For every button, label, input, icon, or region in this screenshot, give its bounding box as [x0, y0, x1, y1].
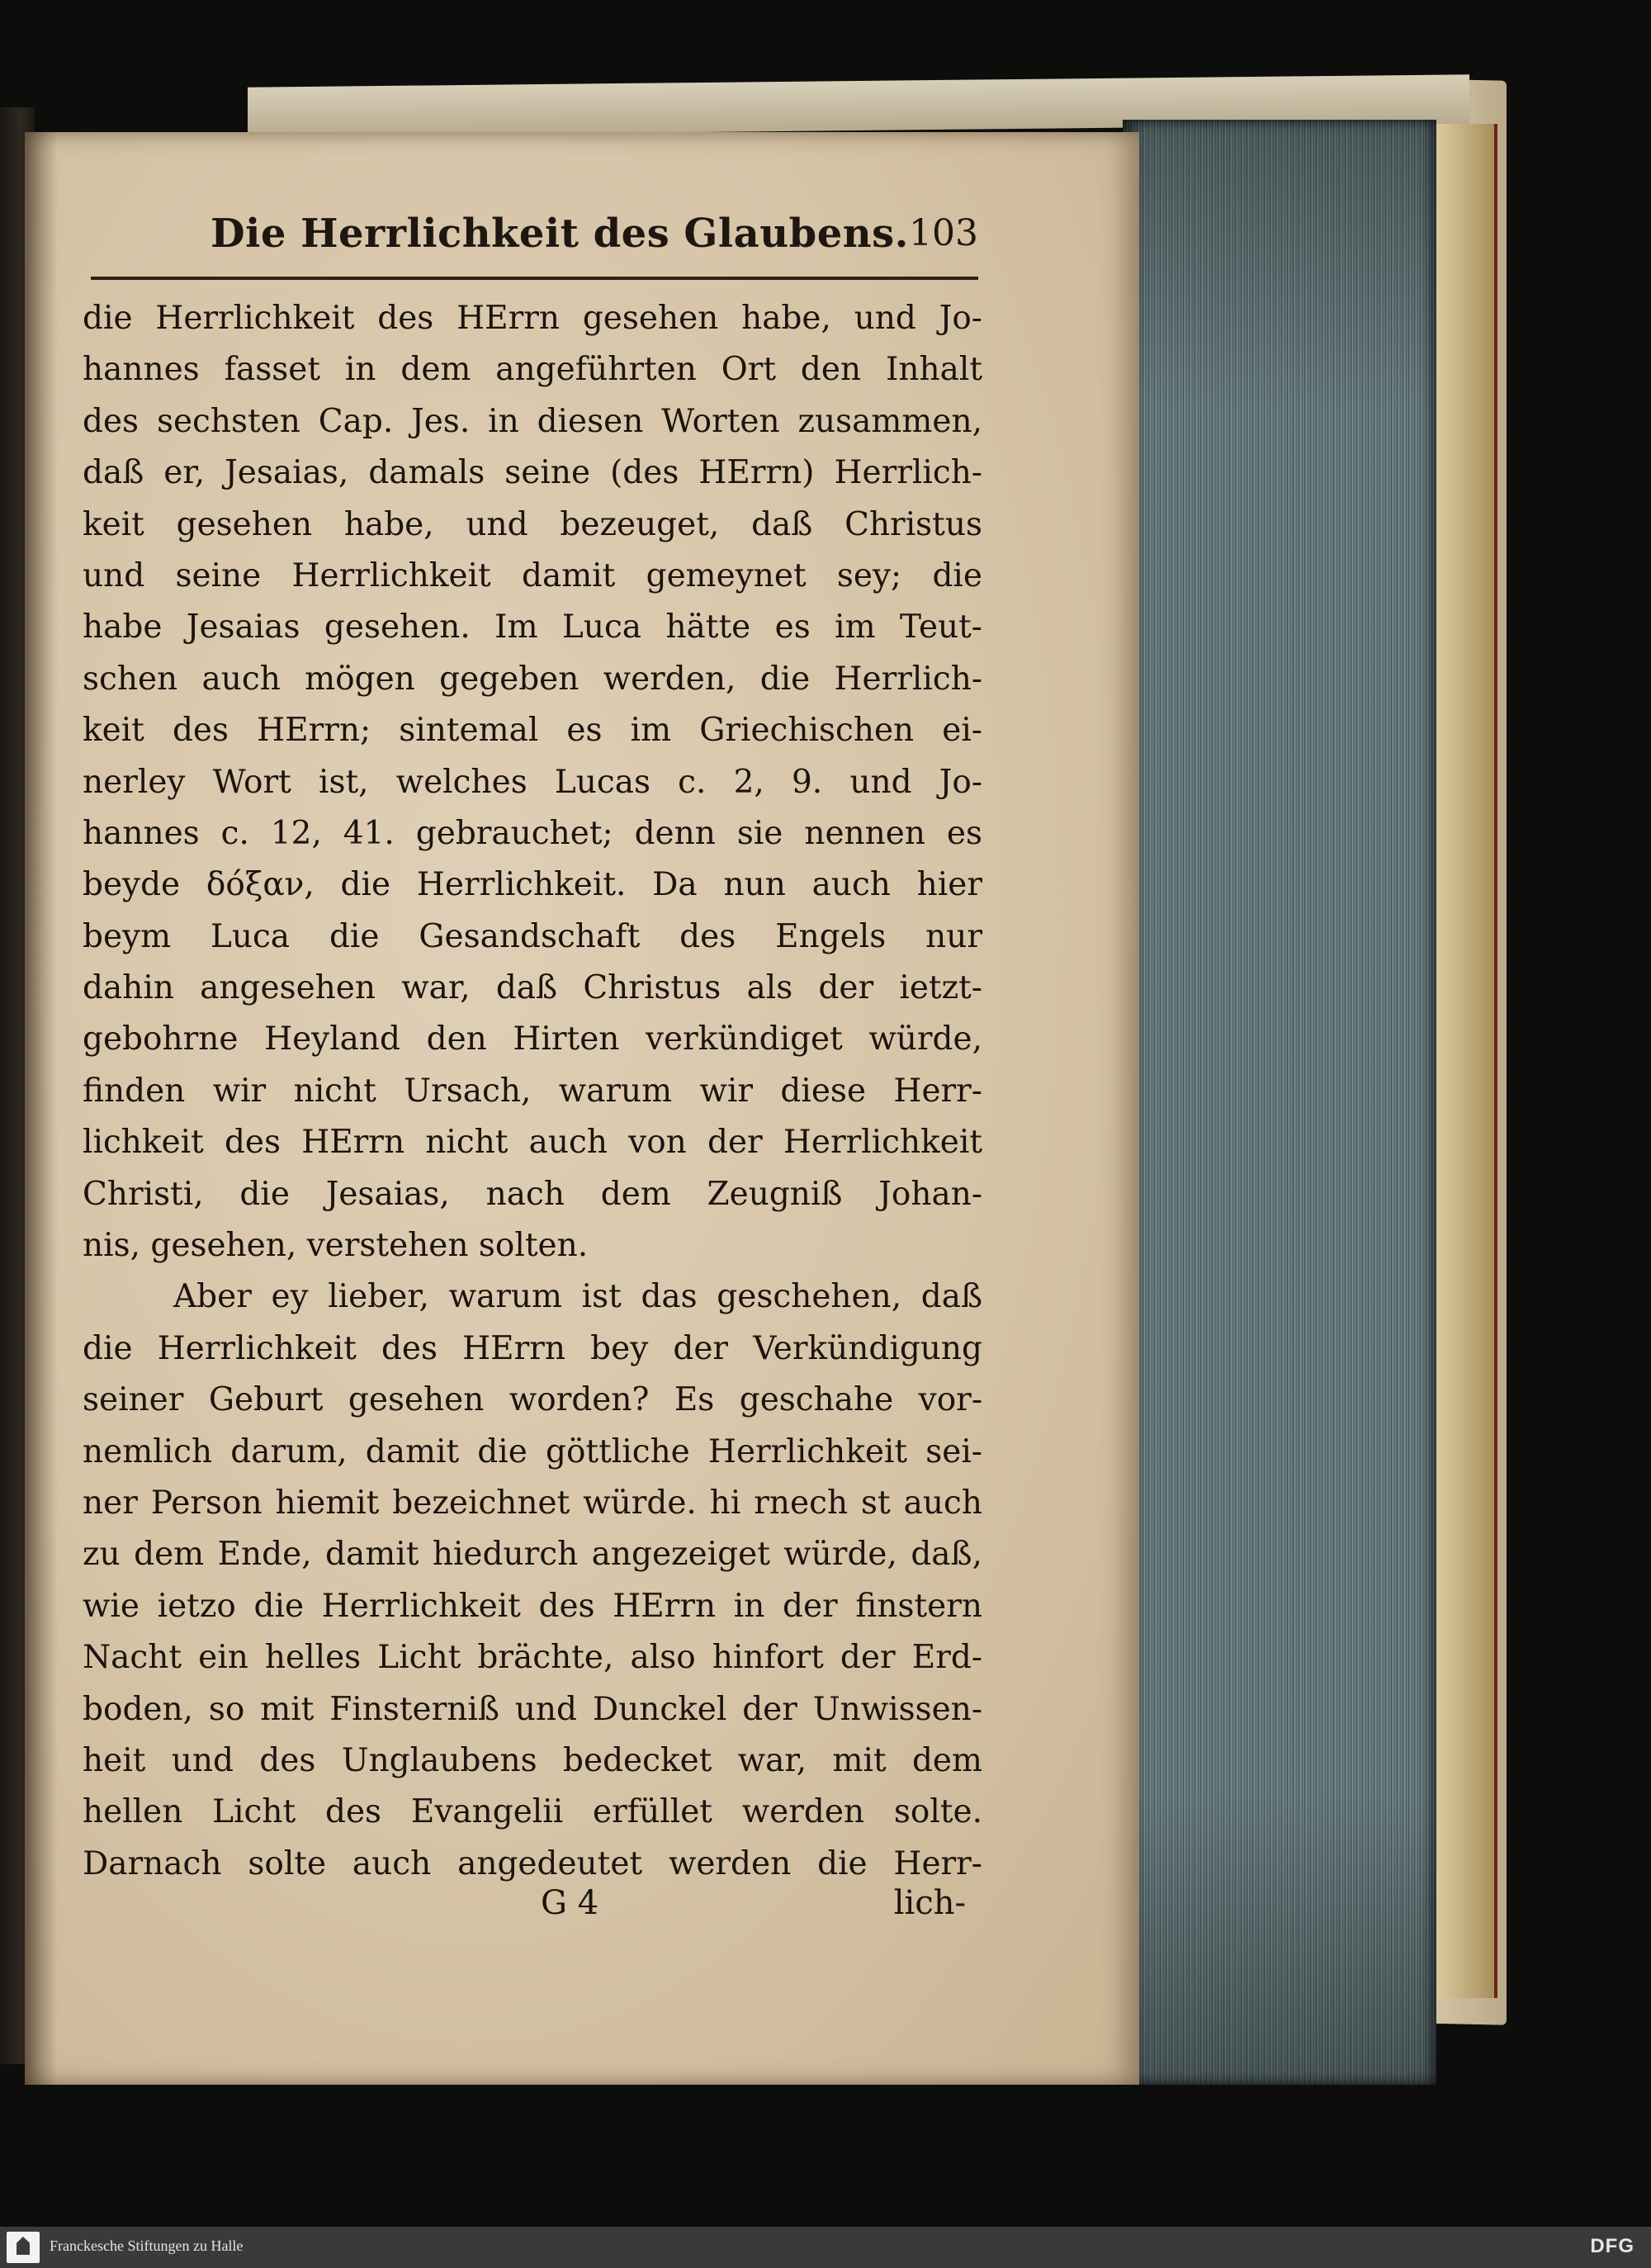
text-line: seiner Geburt gesehen worden? Es geschahe vor- — [83, 1381, 982, 1419]
text-line: des sechsten Cap. Jes. in diesen Worten zusammen, — [83, 402, 982, 440]
text-line: die Herrlichkeit des HErrn gesehen habe, und Jo- — [83, 300, 982, 337]
text-line: Christi, die Jesaias, nach dem Zeugniß Johan- — [83, 1175, 982, 1213]
text-line: boden, so mit Finsterniß und Dunckel der Unwissen- — [83, 1690, 982, 1728]
text-line: schen auch mögen gegeben werden, die Herrlich- — [83, 660, 982, 698]
page-footer — [83, 1884, 966, 1942]
text-line: und seine Herrlichkeit damit gemeynet sey; die — [83, 556, 982, 594]
viewer-caption-bar — [0, 2227, 1651, 2268]
body-text — [83, 293, 982, 1890]
text-line: gebohrne Heyland den Hirten verkündiget würde, — [83, 1020, 982, 1058]
text-line-indented: Aber ey lieber, warum ist das geschehen, daß — [173, 1278, 982, 1316]
text-line: keit des HErrn; sintemal es im Griechischen ei- — [83, 712, 982, 750]
text-line: dahin angesehen war, daß Christus als der ietzt- — [83, 969, 982, 1007]
running-head — [211, 211, 978, 260]
page-block-shading — [1123, 120, 1436, 2085]
text-line: keit gesehen habe, und bezeuget, daß Christus — [83, 505, 982, 543]
text-line: heit und des Unglaubens bedecket war, mit dem — [83, 1741, 982, 1779]
text-line: wie ietzo die Herrlichkeit des HErrn in der finstern — [83, 1587, 982, 1625]
text-line: beym Luca die Gesandschaft des Engels nur — [83, 917, 982, 955]
text-line: beyde δόξαν, die Herrlichkeit. Da nun auch hier — [83, 866, 982, 904]
signature-mark: G 4 — [541, 1884, 599, 1922]
text-line: ner Person hiemit bezeichnet würde. hi rnech st auch — [83, 1484, 982, 1522]
text-line: lichkeit des HErrn nicht auch von der Herrlichkeit — [83, 1124, 982, 1162]
page-gutter — [25, 132, 58, 2085]
institution-logo-icon[interactable] — [7, 2232, 40, 2263]
text-line: nis, gesehen, verstehen solten. — [83, 1227, 589, 1265]
institution-name[interactable]: Franckesche Stiftungen zu Halle — [50, 2237, 244, 2254]
catchword: lich- — [893, 1884, 966, 1922]
text-line: nerley Wort ist, welches Lucas c. 2, 9. und Jo- — [83, 763, 982, 801]
text-line: Darnach solte auch angedeutet werden die Herr- — [83, 1844, 982, 1882]
text-line: habe Jesaias gesehen. Im Luca hätte es im Teut- — [83, 608, 982, 646]
page-number: 103 — [909, 212, 978, 254]
text-line: finden wir nicht Ursach, warum wir diese Herr- — [83, 1072, 982, 1110]
text-line: hannes c. 12, 41. gebrauchet; denn sie nennen es — [83, 814, 982, 852]
text-line: die Herrlichkeit des HErrn bey der Verkündigung — [83, 1329, 982, 1367]
text-line: zu dem Ende, damit hiedurch angezeiget würde, daß, — [83, 1536, 982, 1574]
text-line: Nacht ein helles Licht brächte, also hinfort der Erd- — [83, 1639, 982, 1677]
text-line: daß er, Jesaias, damals seine (des HErrn) Herrlich- — [83, 454, 982, 492]
head-rule — [91, 277, 978, 280]
text-line: nemlich darum, damit die göttliche Herrlichkeit sei- — [83, 1432, 982, 1470]
running-head-title: Die Herrlichkeit des Glaubens. — [211, 211, 909, 257]
text-line: hannes fasset in dem angeführten Ort den Inhalt — [83, 351, 982, 389]
dfg-logo[interactable]: DFG — [1590, 2235, 1634, 2257]
text-line: hellen Licht des Evangelii erfüllet werden solte. — [83, 1793, 982, 1831]
